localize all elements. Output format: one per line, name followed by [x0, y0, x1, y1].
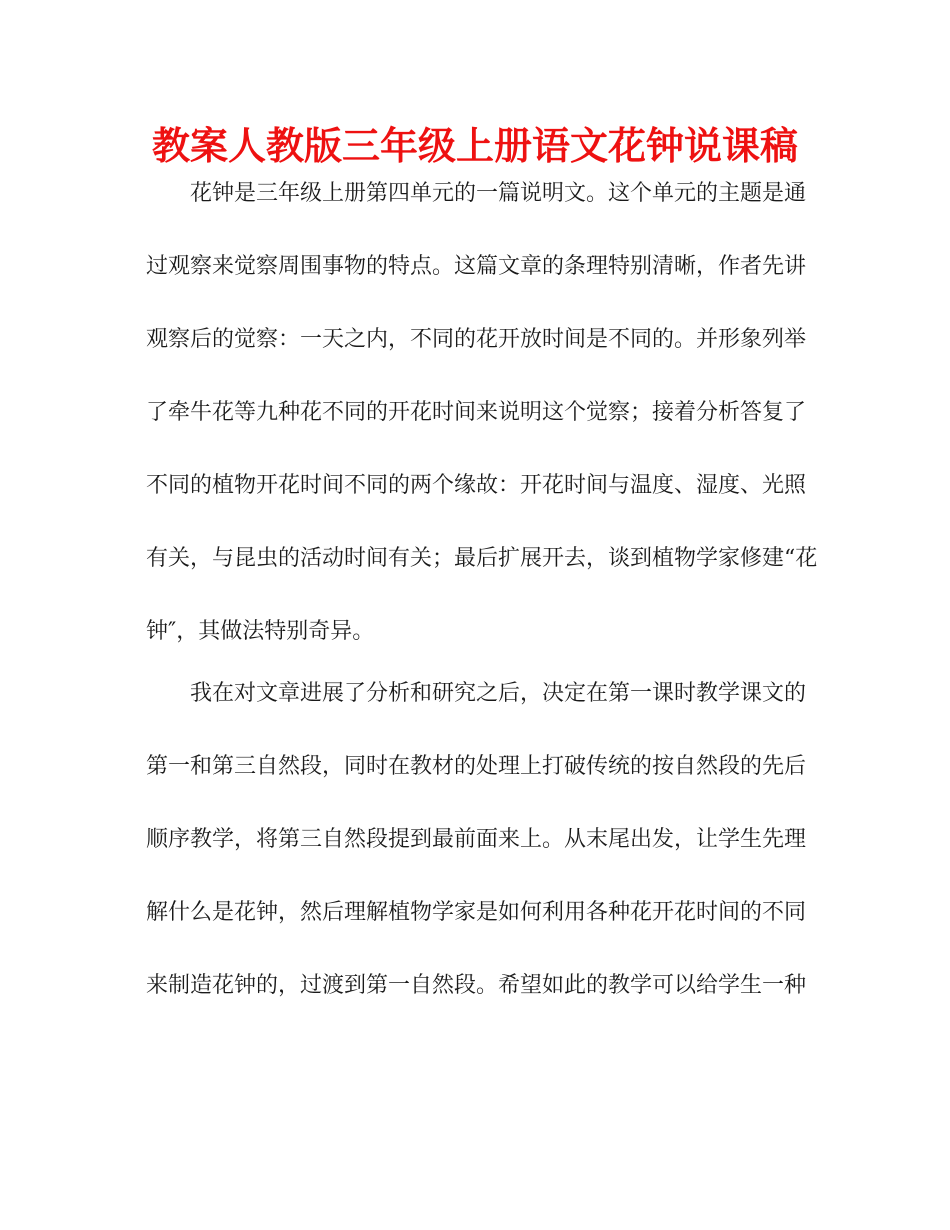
- text-line: 花钟是三年级上册第四单元的一篇说明文。这个单元的主题是通: [190, 181, 807, 206]
- text-line: 第一和第三自然段，同时在教材的处理上打破传统的按自然段的先后: [146, 754, 807, 779]
- text-line: 顺序教学，将第三自然段提到最前面来上。从末尾出发，让学生先理: [146, 827, 807, 852]
- text-line: 观察后的觉察：一天之内，不同的花开放时间是不同的。并形象列举: [146, 327, 807, 352]
- text-line: 解什么是花钟，然后理解植物学家是如何利用各种花开花时间的不同: [146, 900, 807, 925]
- text-line: 了牵牛花等九种花不同的开花时间来说明这个觉察；接着分析答复了: [146, 400, 807, 425]
- text-line: 过观察来觉察周围事物的特点。这篇文章的条理特别清晰，作者先讲: [146, 254, 807, 279]
- paragraph-1: [146, 178, 818, 689]
- text-line: 不同的植物开花时间不同的两个缘故：开花时间与温度、湿度、光照: [146, 473, 807, 498]
- document-title: 教案人教版三年级上册语文花钟说课稿: [151, 124, 798, 168]
- text-line: 我在对文章进展了分析和研究之后，决定在第一课时教学课文的: [190, 681, 807, 706]
- text-line: 钟″，其做法特别奇异。: [146, 619, 375, 644]
- text-line: 来制造花钟的，过渡到第一自然段。希望如此的教学可以给学生一种: [146, 973, 807, 998]
- paragraph-2: [146, 678, 808, 1043]
- text-line: 有关，与昆虫的活动时间有关；最后扩展开去，谈到植物学家修建“花: [146, 546, 818, 571]
